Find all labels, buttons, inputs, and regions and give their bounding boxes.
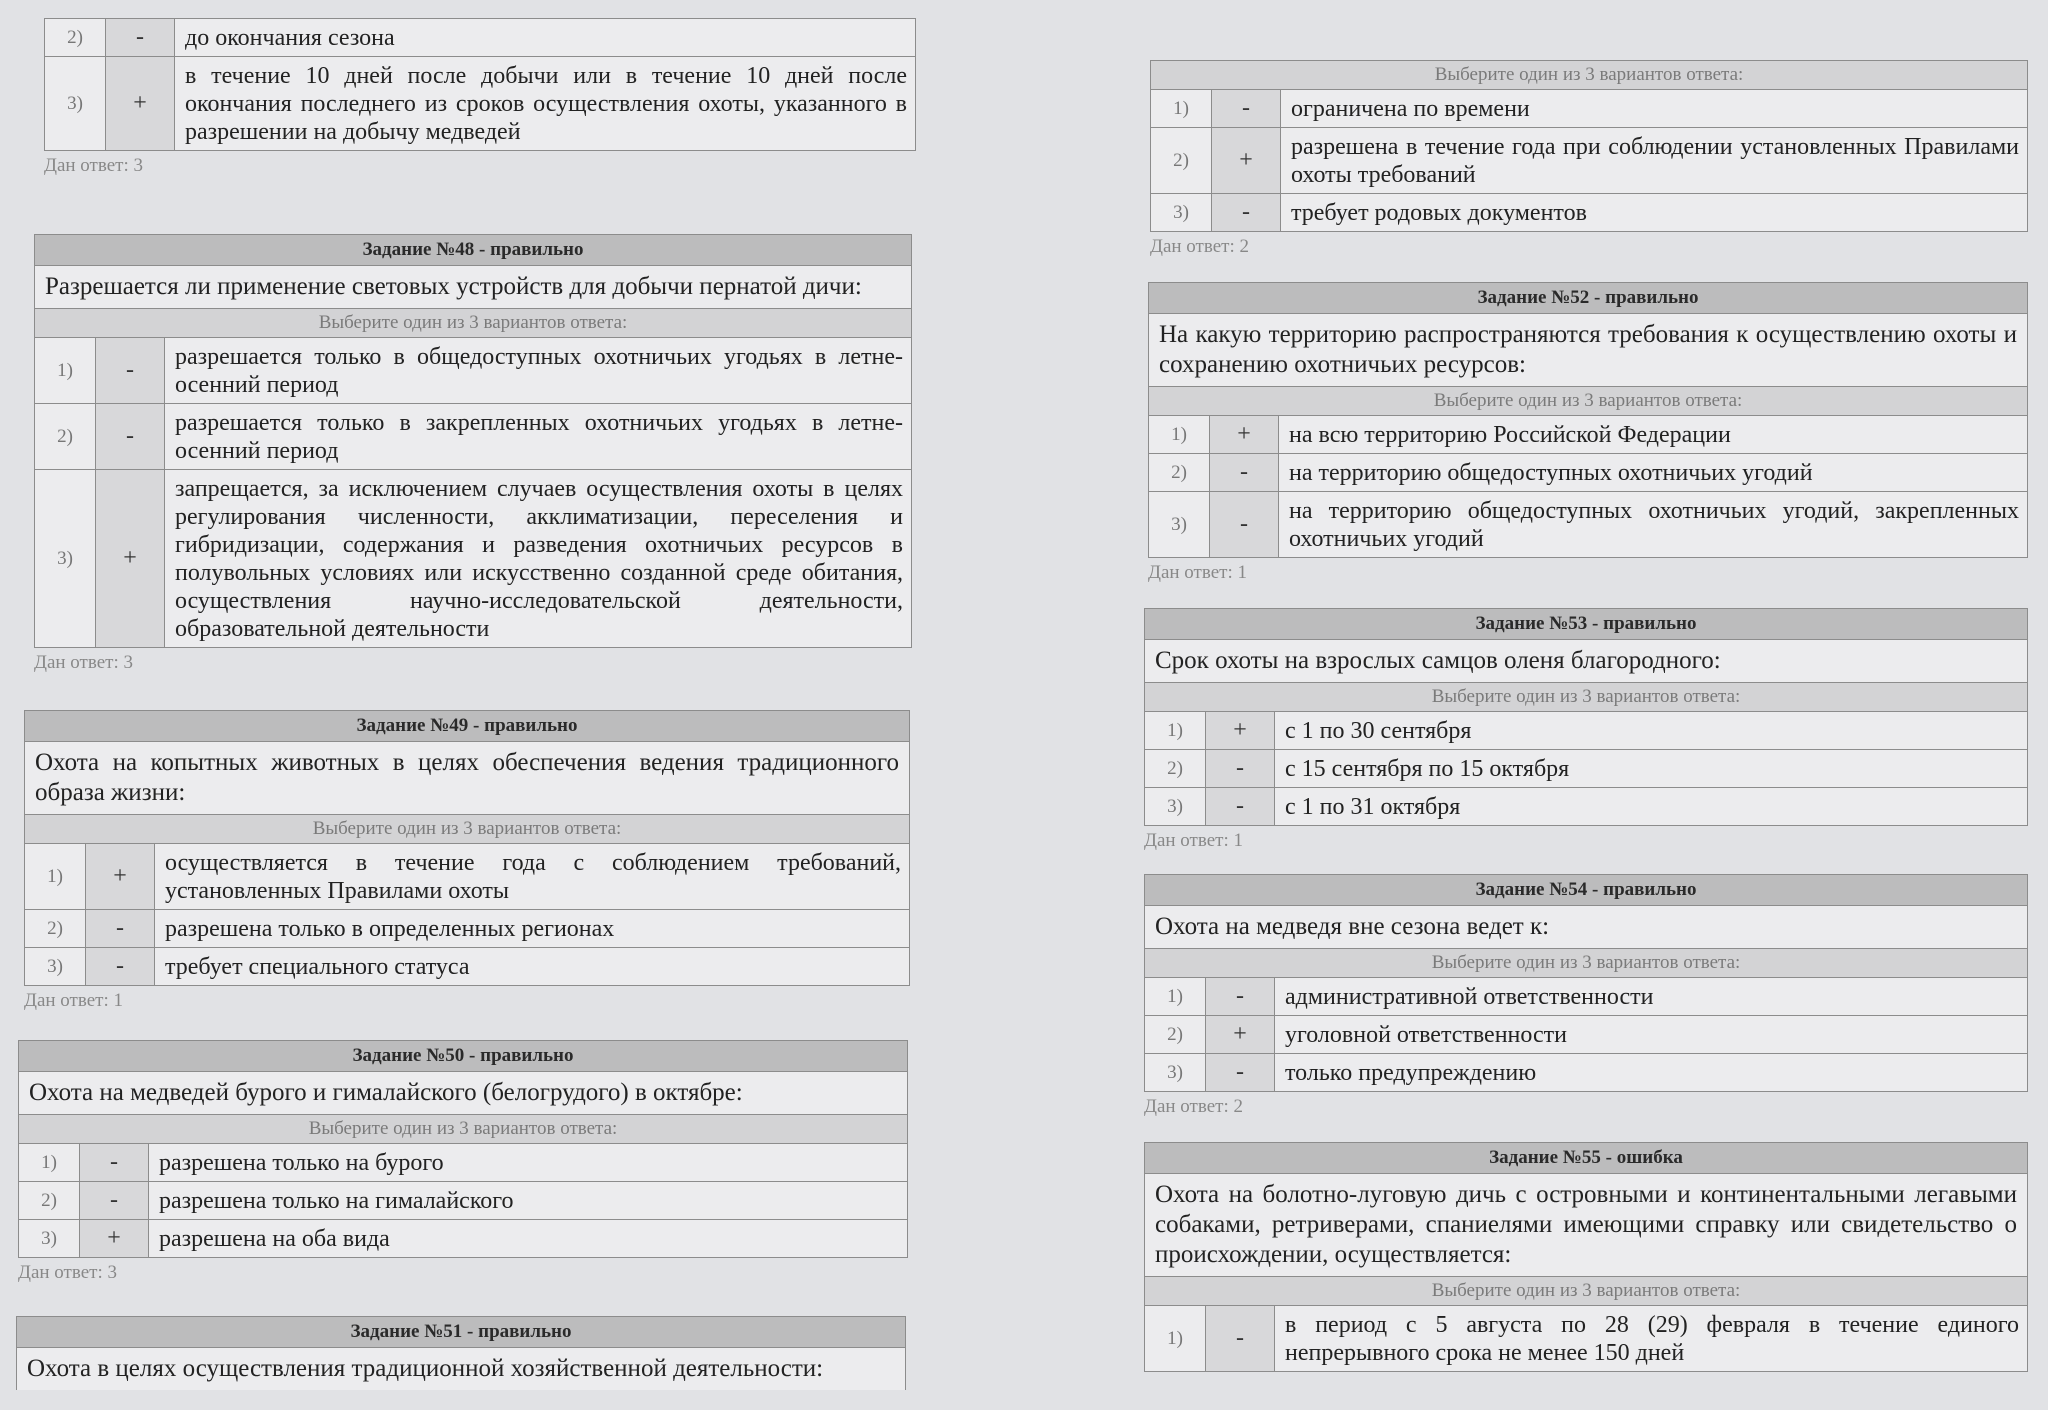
option-row <box>1145 788 2027 825</box>
given-answer: Дан ответ: 2 <box>1144 1096 1243 1117</box>
option-text: осуществляется в течение года с соблюдением требований, установленных Правилами охоты <box>165 850 901 904</box>
option-mark: - <box>1212 194 1281 231</box>
option-mark: - <box>1210 454 1279 491</box>
option-number: 3) <box>19 1220 80 1257</box>
option-text: запрещается, за исключением случаев осуществления охоты в целях регулирования численности, акклиматизации, переселения и гибридизации, содержания и разведения охотничьих ресурсов в полувольных условиях или искусственно созданной среде обитания, осуществления научно-исследовательской деятельности, образовательной деятельности <box>175 476 903 642</box>
task-header: Задание №54 - правильно <box>1145 875 2027 906</box>
option-row <box>25 844 909 910</box>
option-row <box>35 404 911 470</box>
task-53 <box>1144 608 2028 852</box>
option-mark: - <box>86 948 155 985</box>
given-answer: Дан ответ: 1 <box>1148 562 1247 583</box>
option-mark: - <box>96 404 165 469</box>
option-text: административной ответственности <box>1285 984 1654 1010</box>
option-row <box>35 470 911 647</box>
option-number: 3) <box>35 470 96 647</box>
option-mark: + <box>1206 1016 1275 1053</box>
task-question: Разрешается ли применение световых устройств для добычи пернатой дичи: <box>35 266 911 309</box>
option-mark: + <box>1210 416 1279 453</box>
task-51-fragment <box>1150 60 2028 258</box>
option-text: до окончания сезона <box>185 25 395 51</box>
option-row <box>1151 194 2027 231</box>
option-number: 1) <box>25 844 86 909</box>
task-header: Задание №49 - правильно <box>25 711 909 742</box>
option-row <box>19 1144 907 1182</box>
given-answer: Дан ответ: 2 <box>1150 236 1249 257</box>
option-row <box>35 338 911 404</box>
task-instruction: Выберите один из 3 вариантов ответа: <box>1151 61 2027 90</box>
option-mark: - <box>96 338 165 403</box>
option-mark: + <box>86 844 155 909</box>
task-header: Задание №52 - правильно <box>1149 283 2027 314</box>
task-55 <box>1144 1142 2028 1372</box>
given-answer: Дан ответ: 1 <box>1144 830 1243 851</box>
option-number: 2) <box>1145 1016 1206 1053</box>
option-number: 2) <box>35 404 96 469</box>
option-text: с 1 по 30 сентября <box>1285 718 1472 744</box>
task-47-fragment <box>44 18 916 177</box>
task-question: Охота на медведя вне сезона ведет к: <box>1145 906 2027 949</box>
option-text: требует специального статуса <box>165 954 470 980</box>
option-number: 3) <box>1145 788 1206 825</box>
option-mark: + <box>106 57 175 150</box>
option-number: 2) <box>45 19 106 56</box>
option-mark: + <box>1212 128 1281 193</box>
option-row <box>1145 1306 2027 1371</box>
option-number: 2) <box>25 910 86 947</box>
task-header: Задание №51 - правильно <box>17 1317 905 1348</box>
given-answer: Дан ответ: 3 <box>34 652 133 673</box>
option-text: в течение 10 дней после добычи или в течение 10 дней после окончания последнего из сроков осуществления охоты, указанного в разрешении на добычу медведей <box>185 63 907 145</box>
option-row <box>1149 454 2027 492</box>
given-answer: Дан ответ: 1 <box>24 990 123 1011</box>
option-row <box>1145 1054 2027 1091</box>
option-number: 1) <box>1145 978 1206 1015</box>
option-number: 1) <box>35 338 96 403</box>
task-header: Задание №50 - правильно <box>19 1041 907 1072</box>
option-mark: - <box>80 1182 149 1219</box>
option-text: разрешена в течение года при соблюдении установленных Правилами охоты требований <box>1291 134 2019 188</box>
option-text: на территорию общедоступных охотничьих угодий, закрепленных охотничьих угодий <box>1289 498 2019 552</box>
task-instruction: Выберите один из 3 вариантов ответа: <box>1145 949 2027 978</box>
option-row <box>1145 750 2027 788</box>
option-mark: - <box>1206 788 1275 825</box>
task-instruction: Выберите один из 3 вариантов ответа: <box>1145 1277 2027 1306</box>
option-row <box>1149 492 2027 557</box>
option-number: 2) <box>1145 750 1206 787</box>
option-mark: - <box>80 1144 149 1181</box>
task-question: Охота в целях осуществления традиционной хозяйственной деятельности: <box>27 1355 824 1382</box>
option-row <box>1145 1016 2027 1054</box>
option-text: на всю территорию Российской Федерации <box>1289 422 1731 448</box>
task-48 <box>34 234 912 674</box>
option-number: 2) <box>19 1182 80 1219</box>
option-mark: - <box>1206 1306 1275 1371</box>
task-54 <box>1144 874 2028 1118</box>
option-text: разрешена только на гималайского <box>159 1188 514 1214</box>
option-text: ограничена по времени <box>1291 96 1530 122</box>
option-text: разрешается только в общедоступных охотничьих угодьях в летне-осенний период <box>175 344 903 398</box>
given-answer: Дан ответ: 3 <box>44 155 143 176</box>
task-question: На какую территорию распространяются требования к осуществлению охоты и сохранению охотничьих ресурсов: <box>1149 314 2027 387</box>
option-mark: - <box>1206 978 1275 1015</box>
option-row <box>1145 978 2027 1016</box>
task-49 <box>24 710 910 1012</box>
option-row <box>25 948 909 985</box>
task-header: Задание №55 - ошибка <box>1145 1143 2027 1174</box>
option-text: разрешена только на бурого <box>159 1150 444 1176</box>
option-number: 3) <box>1151 194 1212 231</box>
option-mark: - <box>1206 1054 1275 1091</box>
task-header: Задание №53 - правильно <box>1145 609 2027 640</box>
task-instruction: Выберите один из 3 вариантов ответа: <box>25 815 909 844</box>
option-mark: + <box>1206 712 1275 749</box>
option-mark: - <box>1212 90 1281 127</box>
option-row <box>19 1220 907 1257</box>
option-text: уголовной ответственности <box>1285 1022 1567 1048</box>
task-question: Срок охоты на взрослых самцов оленя благородного: <box>1145 640 2027 683</box>
option-mark: - <box>1210 492 1279 557</box>
option-text: разрешена только в определенных регионах <box>165 916 615 942</box>
task-51 <box>16 1316 906 1390</box>
task-instruction: Выберите один из 3 вариантов ответа: <box>35 309 911 338</box>
option-row <box>1149 416 2027 454</box>
option-row <box>19 1182 907 1220</box>
option-text: требует родовых документов <box>1291 200 1587 226</box>
option-number: 2) <box>1151 128 1212 193</box>
option-row <box>25 910 909 948</box>
task-header: Задание №48 - правильно <box>35 235 911 266</box>
option-number: 3) <box>1145 1054 1206 1091</box>
option-number: 1) <box>1151 90 1212 127</box>
option-mark: - <box>86 910 155 947</box>
option-text: с 15 сентября по 15 октября <box>1285 756 1570 782</box>
option-text: в период с 5 августа по 28 (29) февраля в течение единого непрерывного срока не менее 150 дней <box>1285 1312 2019 1366</box>
option-number: 3) <box>25 948 86 985</box>
task-question: Охота на копытных животных в целях обеспечения ведения традиционного образа жизни: <box>25 742 909 815</box>
task-50 <box>18 1040 908 1284</box>
task-instruction: Выберите один из 3 вариантов ответа: <box>19 1115 907 1144</box>
option-number: 1) <box>1149 416 1210 453</box>
option-mark: + <box>80 1220 149 1257</box>
option-row <box>45 57 915 150</box>
option-row <box>1151 128 2027 194</box>
option-text: на территорию общедоступных охотничьих угодий <box>1289 460 1813 486</box>
option-row <box>45 19 915 57</box>
option-number: 1) <box>19 1144 80 1181</box>
option-text: с 1 по 31 октября <box>1285 794 1461 820</box>
task-question: Охота на болотно-луговую дичь с островными и континентальными легавыми собаками, ретриверами, спаниелями имеющими справку или свидетельство о происхождении, осуществляется: <box>1145 1174 2027 1277</box>
option-row <box>1145 712 2027 750</box>
option-mark: - <box>1206 750 1275 787</box>
option-text: разрешена на оба вида <box>159 1226 390 1252</box>
task-instruction: Выберите один из 3 вариантов ответа: <box>1145 683 2027 712</box>
option-number: 1) <box>1145 1306 1206 1371</box>
option-number: 3) <box>1149 492 1210 557</box>
option-mark: - <box>106 19 175 56</box>
option-mark: + <box>96 470 165 647</box>
option-number: 2) <box>1149 454 1210 491</box>
task-52 <box>1148 282 2028 584</box>
task-question: Охота на медведей бурого и гималайского (белогрудого) в октябре: <box>19 1072 907 1115</box>
option-number: 3) <box>45 57 106 150</box>
option-number: 1) <box>1145 712 1206 749</box>
given-answer: Дан ответ: 3 <box>18 1262 117 1283</box>
option-text: разрешается только в закрепленных охотничьих угодьях в летне-осенний период <box>175 410 903 464</box>
option-text: только предупреждению <box>1285 1060 1537 1086</box>
option-row <box>1151 90 2027 128</box>
task-instruction: Выберите один из 3 вариантов ответа: <box>1149 387 2027 416</box>
